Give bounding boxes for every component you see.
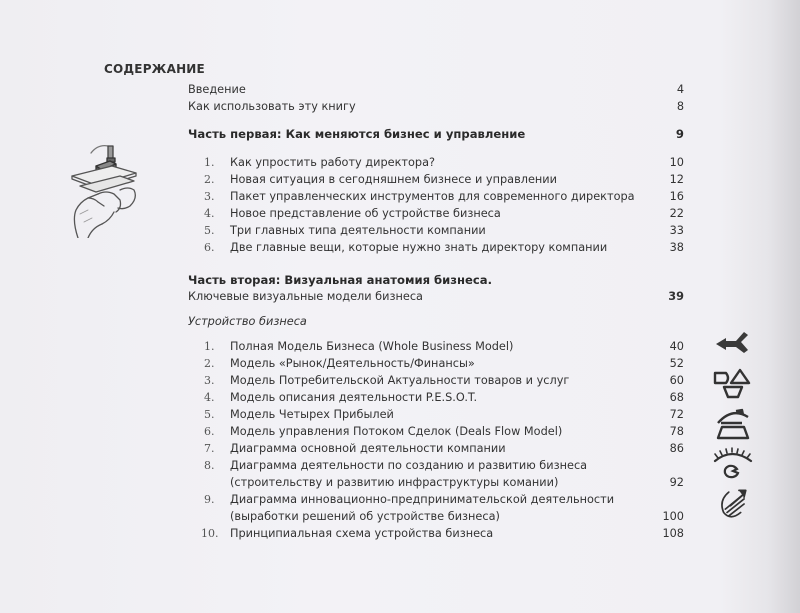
entry-text: Модель описания деятельности P.E.S.O.T. — [230, 391, 478, 404]
entry-number: 3. — [204, 190, 215, 203]
entry-number: 3. — [204, 374, 215, 387]
entry-text: Новая ситуация в сегодняшнем бизнесе и управлении — [230, 173, 557, 186]
part-title: Часть вторая: Визуальная анатомия бизнеса. — [188, 273, 492, 287]
entry-text: Модель управления Потоком Сделок (Deals Flow Model) — [230, 425, 563, 438]
entry-page: 86 — [669, 442, 684, 455]
toc-part2-heading[interactable] — [188, 272, 684, 289]
part-page: 39 — [668, 290, 684, 303]
entry-text: Модель Потребительской Актуальности товаров и услуг — [230, 374, 570, 387]
toc-entry[interactable] — [188, 338, 684, 355]
toc-entry[interactable] — [188, 525, 684, 542]
toc-entry[interactable] — [188, 440, 684, 457]
entry-text: Принципиальная схема устройства бизнеса — [230, 527, 494, 540]
part-page: 9 — [675, 127, 684, 141]
toc-entry[interactable] — [188, 406, 684, 423]
entry-page: 12 — [669, 173, 684, 186]
toc-entry[interactable] — [188, 491, 684, 508]
entry-number: 1. — [204, 340, 215, 353]
entry-page: 108 — [662, 527, 684, 540]
entry-number: 4. — [204, 207, 215, 220]
entry-page: 60 — [669, 374, 684, 387]
entry-page: 16 — [669, 190, 684, 203]
entry-text: Введение — [188, 83, 246, 96]
entry-number: 7. — [204, 442, 215, 455]
entry-page: 52 — [669, 357, 684, 370]
entry-page: 4 — [676, 83, 684, 96]
entry-text: Как упростить работу директора? — [230, 156, 435, 169]
entry-page: 40 — [669, 340, 684, 353]
entry-page: 38 — [669, 241, 684, 254]
toc-entry-how-to-use[interactable] — [188, 98, 684, 115]
entry-text: Полная Модель Бизнеса (Whole Business Model) — [230, 340, 514, 353]
feather-arrow-icon — [712, 487, 754, 521]
section-title: Устройство бизнеса — [188, 315, 307, 328]
entry-page: 68 — [669, 391, 684, 404]
entry-number: 9. — [204, 493, 215, 506]
toc-entry-continuation[interactable] — [188, 474, 684, 491]
part-title: Часть первая: Как меняются бизнес и управление — [188, 127, 526, 141]
entry-number: 1. — [204, 156, 215, 169]
toc-part1-heading[interactable] — [188, 126, 684, 143]
toc-entry[interactable] — [188, 372, 684, 389]
entry-page: 22 — [669, 207, 684, 220]
entry-number: 10. — [201, 527, 219, 540]
shapes-icon — [712, 367, 754, 401]
entry-number: 2. — [204, 173, 215, 186]
toc-entry[interactable] — [188, 154, 684, 171]
toc-entry[interactable] — [188, 222, 684, 239]
toc-entry[interactable] — [188, 389, 684, 406]
hand-holding-device-icon — [58, 128, 168, 238]
arrow-fork-icon — [712, 327, 754, 361]
entry-text: Диаграмма деятельности по созданию и развитию бизнеса — [230, 459, 588, 472]
entry-page: 33 — [669, 224, 684, 237]
toc-entry[interactable] — [188, 457, 684, 474]
arch-trapezoid-icon — [712, 407, 754, 441]
entry-number: 5. — [204, 408, 215, 421]
entry-number: 8. — [204, 459, 215, 472]
toc-entry[interactable] — [188, 423, 684, 440]
entry-number: 6. — [204, 241, 215, 254]
toc-entry[interactable] — [188, 205, 684, 222]
entry-page: 100 — [662, 510, 684, 523]
entry-page: 8 — [676, 100, 684, 113]
entry-text: Модель «Рынок/Деятельность/Финансы» — [230, 357, 475, 370]
entry-page: 78 — [669, 425, 684, 438]
toc-title: СОДЕРЖАНИЕ — [104, 62, 205, 76]
entry-page: 10 — [669, 156, 684, 169]
entry-text: Диаграмма основной деятельности компании — [230, 442, 506, 455]
entry-page: 92 — [669, 476, 684, 489]
entry-number: 2. — [204, 357, 215, 370]
toc-entry[interactable] — [188, 355, 684, 372]
toc-entry-intro[interactable] — [188, 81, 684, 98]
entry-text: Как использовать эту книгу — [188, 100, 356, 113]
toc-entry-continuation[interactable] — [188, 508, 684, 525]
toc-entry[interactable] — [188, 239, 684, 256]
toc-entry[interactable] — [188, 188, 684, 205]
eye-gear-icon — [712, 447, 754, 481]
entry-text: Пакет управленческих инструментов для современного директора — [230, 190, 635, 203]
toc-part2-subtitle[interactable] — [188, 288, 684, 305]
entry-number: 5. — [204, 224, 215, 237]
entry-page: 72 — [669, 408, 684, 421]
entry-text-continued: (выработки решений об устройстве бизнеса) — [230, 510, 500, 523]
toc-section-heading — [188, 313, 684, 330]
entry-number: 6. — [204, 425, 215, 438]
part-subtitle: Ключевые визуальные модели бизнеса — [188, 290, 423, 303]
entry-text: Новое представление об устройстве бизнеса — [230, 207, 501, 220]
toc-entry[interactable] — [188, 171, 684, 188]
entry-text-continued: (строительству и развитию инфраструктуры комании) — [230, 476, 559, 489]
entry-number: 4. — [204, 391, 215, 404]
entry-text: Модель Четырех Прибылей — [230, 408, 394, 421]
entry-text: Диаграмма инновационно-предпринимательской деятельности — [230, 493, 615, 506]
entry-text: Две главные вещи, которые нужно знать директору компании — [230, 241, 608, 254]
entry-text: Три главных типа деятельности компании — [230, 224, 486, 237]
